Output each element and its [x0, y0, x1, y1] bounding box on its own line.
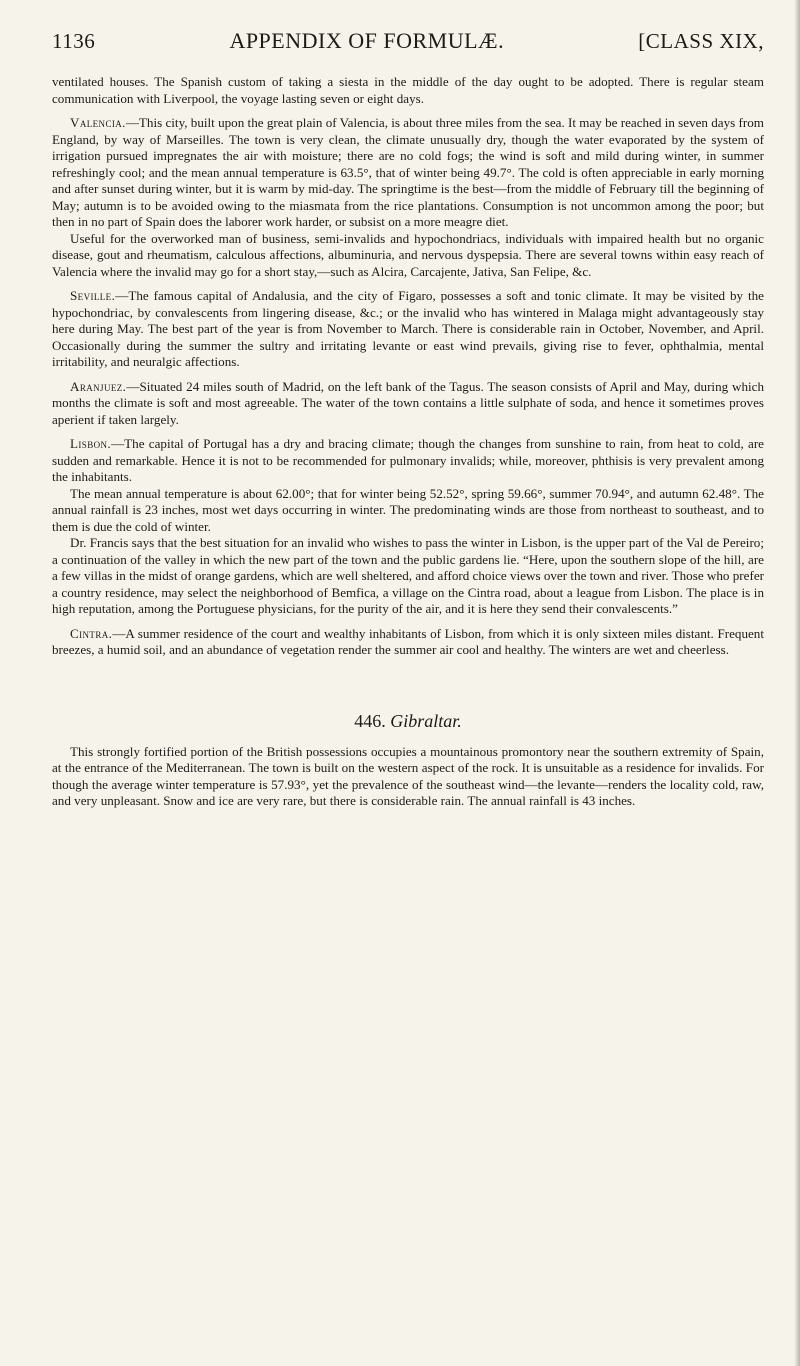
- place-heading-cintra: Cintra.: [70, 625, 113, 641]
- paragraph-aranjuez: [52, 379, 764, 429]
- page-number: 1136: [52, 29, 96, 53]
- paragraph-text: ventilated houses. The Spanish custom of taking a siesta in the middle of the day ought to be adopted. There is regular steam communication with Liverpool, the voyage lasting seven or eight days.: [52, 74, 764, 106]
- paragraph-gibraltar: [52, 744, 764, 810]
- place-heading-aranjuez: Aranjuez.: [70, 378, 127, 394]
- paragraph-text: —A summer residence of the court and wealthy inhabitants of Lisbon, from which it is only sixteen miles distant. Frequent breezes, a humid soil, and an abundance of vegetation render the summer air cool and healthy. The winters are wet and cheerless.: [52, 625, 764, 657]
- place-heading-lisbon: Lisbon.: [70, 436, 112, 451]
- paragraph-lisbon: [52, 436, 764, 486]
- running-header: [52, 28, 764, 54]
- place-heading-seville: Seville.: [70, 288, 116, 303]
- paragraph-text: —The capital of Portugal has a dry and bracing climate; though the changes from sunshine to rain, from heat to cold, are sudden and remarkable. Hence it is not to be recommended for pulmonary invalids; while, moreover, phthisis is very prevalent among the inhabitants.: [52, 436, 764, 484]
- section-number: 446.: [354, 710, 386, 731]
- paragraph-lisbon-francis: [52, 535, 764, 618]
- class-label: [CLASS XIX,: [638, 29, 764, 53]
- paragraph-text: This strongly fortified portion of the British possessions occupies a mountainous promontory near the southern extremity of Spain, at the entrance of the Mediterranean. The town is built on the western aspect of the rock. It is unsuitable as a residence for invalids. For though the average winter temperature is 57.93°, yet the prevalence of the southeast wind—the levante—renders the locality cold, raw, and very unpleasant. Snow and ice are very rare, but there is considerable rain. The annual rainfall is 43 inches.: [52, 743, 764, 808]
- paragraph-text: Useful for the overworked man of business, semi-invalids and hypochondriacs, individuals with impaired health but no organic disease, gout and rheumatism, calculous affections, albuminuria, and nervous dyspepsia. There are several towns within easy reach of Valencia where the invalid may go for a short stay,—such as Alcira, Carcajente, Jativa, San Felipe, &c.: [52, 230, 764, 279]
- page-edge-shadow: [794, 0, 800, 1366]
- running-title: APPENDIX OF FORMULÆ.: [229, 28, 505, 53]
- section-title: Gibraltar.: [390, 710, 462, 731]
- paragraph-valencia: [52, 115, 764, 231]
- paragraph-text: —Situated 24 miles south of Madrid, on the left bank of the Tagus. The season consists of April and May, during which months the climate is soft and most agreeable. The water of the town contains a little sulphate of soda, and hence it sometimes proves aperient if taken largely.: [52, 378, 764, 427]
- paragraph-text: —The famous capital of Andalusia, and the city of Figaro, possesses a soft and tonic climate. It may be visited by the hypochondriac, by convalescents from lingering disease, &c.; or the invalid who has wintered in Malaga might advantageously stay here during May. The best part of the year is from November to March. There is considerable rain in October, November, and April. Occasionally during the summer the sultry and irritating levante or east wind prevails, giving rise to fever, ophthalmia, mental irritability, and neuralgic affections.: [52, 288, 764, 369]
- paragraph-text: Dr. Francis says that the best situation for an invalid who wishes to pass the winter in Lisbon, is the upper part of the Val de Pereiro; a continuation of the valley in which the new part of the town and the public gardens lie. “Here, upon the southern slope of the hill, are a few villas in the midst of orange gardens, which are well sheltered, and afford choice views over the town and river. Those who prefer a country residence, may select the neighborhood of Bemfica, a village on the Cintra road, about a league from Lisbon. The place is in high reputation, among the Portuguese physicians, for the purity of the air, and it is here they send their convalescents.”: [52, 535, 764, 616]
- section-heading: [52, 711, 764, 732]
- paragraph-seville: [52, 288, 764, 371]
- place-heading-valencia: Valencia.: [70, 115, 126, 130]
- book-page: [52, 28, 764, 810]
- paragraph-valencia-uses: [52, 231, 764, 281]
- paragraph-text: The mean annual temperature is about 62.00°; that for winter being 52.52°, spring 59.66°, summer 70.94°, and autumn 62.48°. The annual rainfall is 23 inches, most wet days occurring in winter. The predominating winds are those from northeast to southeast, and to them is due the cold of winter.: [52, 485, 764, 534]
- paragraph-continuation: [52, 74, 764, 107]
- paragraph-lisbon-temperature: [52, 486, 764, 536]
- paragraph-cintra: [52, 626, 764, 659]
- paragraph-text: —This city, built upon the great plain of Valencia, is about three miles from the sea. It may be reached in seven days from England, by way of Marseilles. The town is very clean, the climate unusually dry, though the water evaporated by the system of irrigation pursued impregnates the air with moisture; there are no cold fogs; the wind is soft and mild during winter, in summer refreshingly cool; and the mean annual temperature is 63.5°, that of winter being 49.7°. The cold is often appreciable in early morning and after sunset during winter, but it is warm by mid-day. The springtime is the best—from the middle of February till the beginning of May; autumn is to be avoided owing to the miasmata from the rice plantations. Consumption is not uncommon among the poor; but then in no part of Spain does the laborer work harder, or subsist on a more meagre diet.: [52, 115, 764, 229]
